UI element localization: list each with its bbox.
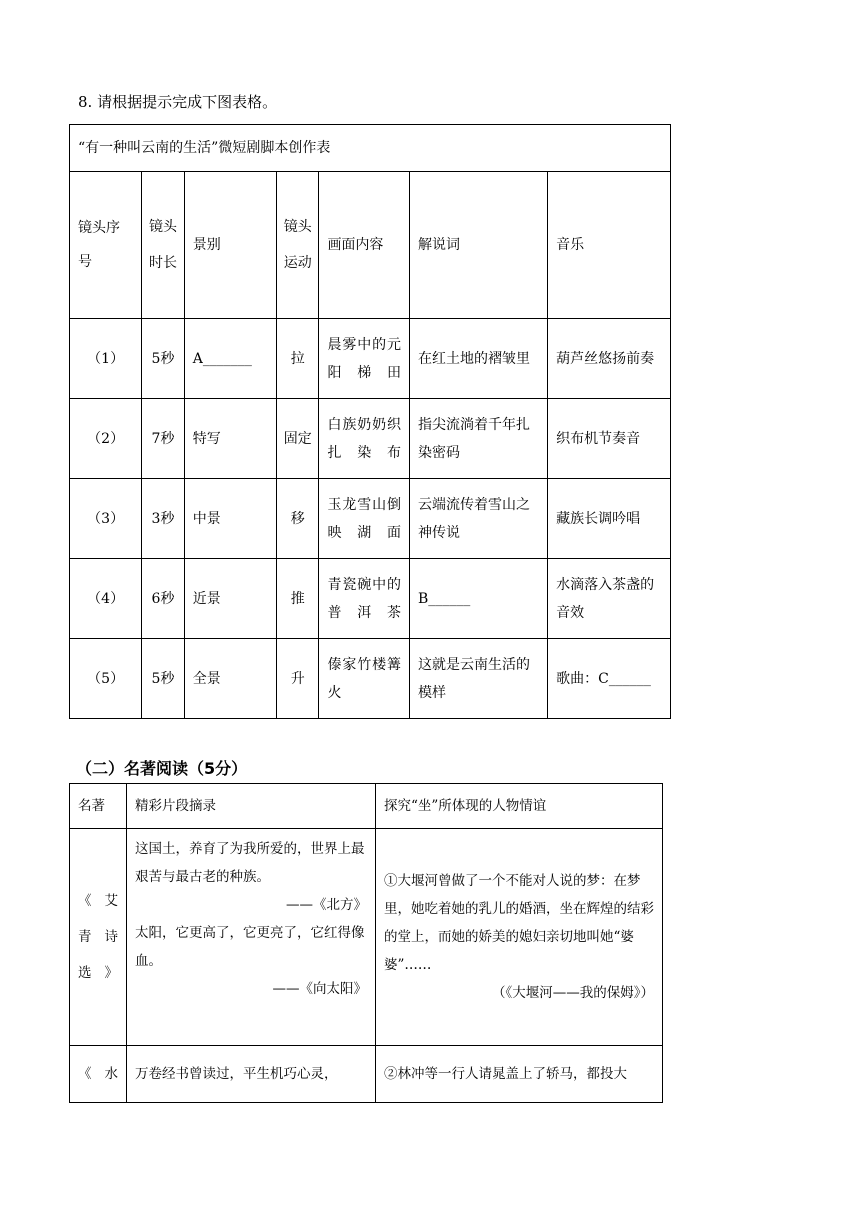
book-title: 《水 bbox=[70, 1046, 127, 1103]
scene-content: 青瓷碗中的普洱茶 bbox=[319, 559, 410, 639]
analysis-text: ②林冲等一行人请晁盖上了轿马，都投大 bbox=[376, 1046, 663, 1103]
narration: 这就是云南生活的模样 bbox=[409, 639, 547, 719]
header-book: 名著 bbox=[70, 784, 127, 829]
question-prompt: 8. 请根据提示完成下图表格。 bbox=[78, 93, 278, 111]
table-row bbox=[70, 829, 663, 1046]
music: 织布机节奏音 bbox=[548, 399, 671, 479]
table-row bbox=[70, 559, 671, 639]
header-narration: 解说词 bbox=[409, 172, 547, 319]
header-music: 音乐 bbox=[548, 172, 671, 319]
camera-movement: 推 bbox=[277, 559, 319, 639]
shot-duration: 6秒 bbox=[142, 559, 185, 639]
excerpt-source: ——《北方》 bbox=[286, 897, 367, 913]
camera-movement: 移 bbox=[277, 479, 319, 559]
excerpt-text: 万卷经书曾读过，平生机巧心灵， bbox=[127, 1046, 376, 1103]
analysis-cell bbox=[376, 829, 663, 1046]
shot-duration: 5秒 bbox=[142, 319, 185, 399]
table-row bbox=[70, 399, 671, 479]
shot-duration: 7秒 bbox=[142, 399, 185, 479]
excerpt-text: 太阳，它更高了，它更亮了，它红得像血。 bbox=[135, 925, 365, 969]
scene-content: 玉龙雪山倒映湖面 bbox=[319, 479, 410, 559]
shot-number: （3） bbox=[70, 479, 142, 559]
shot-duration: 3秒 bbox=[142, 479, 185, 559]
music: 水滴落入茶盏的音效 bbox=[548, 559, 671, 639]
camera-movement: 固定 bbox=[277, 399, 319, 479]
music-blank-c: 歌曲：C______ bbox=[548, 639, 671, 719]
table-row bbox=[70, 479, 671, 559]
book-title: 《艾青诗选》 bbox=[70, 829, 127, 1046]
scene-content: 晨雾中的元阳梯田 bbox=[319, 319, 410, 399]
narration: 在红土地的褶皱里 bbox=[409, 319, 547, 399]
header-shot-size: 景别 bbox=[184, 172, 276, 319]
narration: 指尖流淌着千年扎染密码 bbox=[409, 399, 547, 479]
camera-movement: 升 bbox=[277, 639, 319, 719]
reading-table-header bbox=[70, 784, 663, 829]
table-row bbox=[70, 319, 671, 399]
section-title: （二）名著阅读（5分） bbox=[76, 759, 248, 778]
narration-blank-b: B______ bbox=[409, 559, 547, 639]
header-analysis: 探究“坐”所体现的人物情谊 bbox=[376, 784, 663, 829]
music: 藏族长调吟唱 bbox=[548, 479, 671, 559]
scene-content: 白族奶奶织扎染布 bbox=[319, 399, 410, 479]
analysis-text: ①大堰河曾做了一个不能对人说的梦：在梦里，她吃着她的乳儿的婚酒，坐在辉煌的结彩的堂上，而她的娇美的媳妇亲切地叫她“婆婆”…… bbox=[384, 873, 654, 973]
shot-size-blank-a: A_______ bbox=[184, 319, 276, 399]
shot-number: （5） bbox=[70, 639, 142, 719]
shot-duration: 5秒 bbox=[142, 639, 185, 719]
shot-size: 近景 bbox=[184, 559, 276, 639]
header-excerpt: 精彩片段摘录 bbox=[127, 784, 376, 829]
script-table bbox=[69, 124, 671, 719]
shot-number: （2） bbox=[70, 399, 142, 479]
shot-size: 中景 bbox=[184, 479, 276, 559]
header-camera-movement: 镜头运动 bbox=[277, 172, 319, 319]
table-row bbox=[70, 1046, 663, 1103]
header-shot-number: 镜头序号 bbox=[70, 172, 142, 319]
music: 葫芦丝悠扬前奏 bbox=[548, 319, 671, 399]
camera-movement: 拉 bbox=[277, 319, 319, 399]
shot-number: （1） bbox=[70, 319, 142, 399]
script-table-title: “有一种叫云南的生活”微短剧脚本创作表 bbox=[70, 125, 671, 172]
analysis-source: （《大堰河——我的保姆》） bbox=[492, 985, 654, 1001]
reading-table bbox=[69, 783, 663, 1103]
header-scene-content: 画面内容 bbox=[319, 172, 410, 319]
excerpt-text: 这国土，养育了为我所爱的，世界上最艰苦与最古老的种族。 bbox=[135, 841, 365, 885]
excerpt-cell bbox=[127, 829, 376, 1046]
shot-number: （4） bbox=[70, 559, 142, 639]
script-table-header bbox=[70, 172, 671, 319]
header-shot-duration: 镜头时长 bbox=[142, 172, 185, 319]
shot-size: 全景 bbox=[184, 639, 276, 719]
scene-content: 傣家竹楼篝火 bbox=[319, 639, 410, 719]
table-row bbox=[70, 639, 671, 719]
narration: 云端流传着雪山之神传说 bbox=[409, 479, 547, 559]
shot-size: 特写 bbox=[184, 399, 276, 479]
excerpt-source: ——《向太阳》 bbox=[272, 981, 367, 997]
